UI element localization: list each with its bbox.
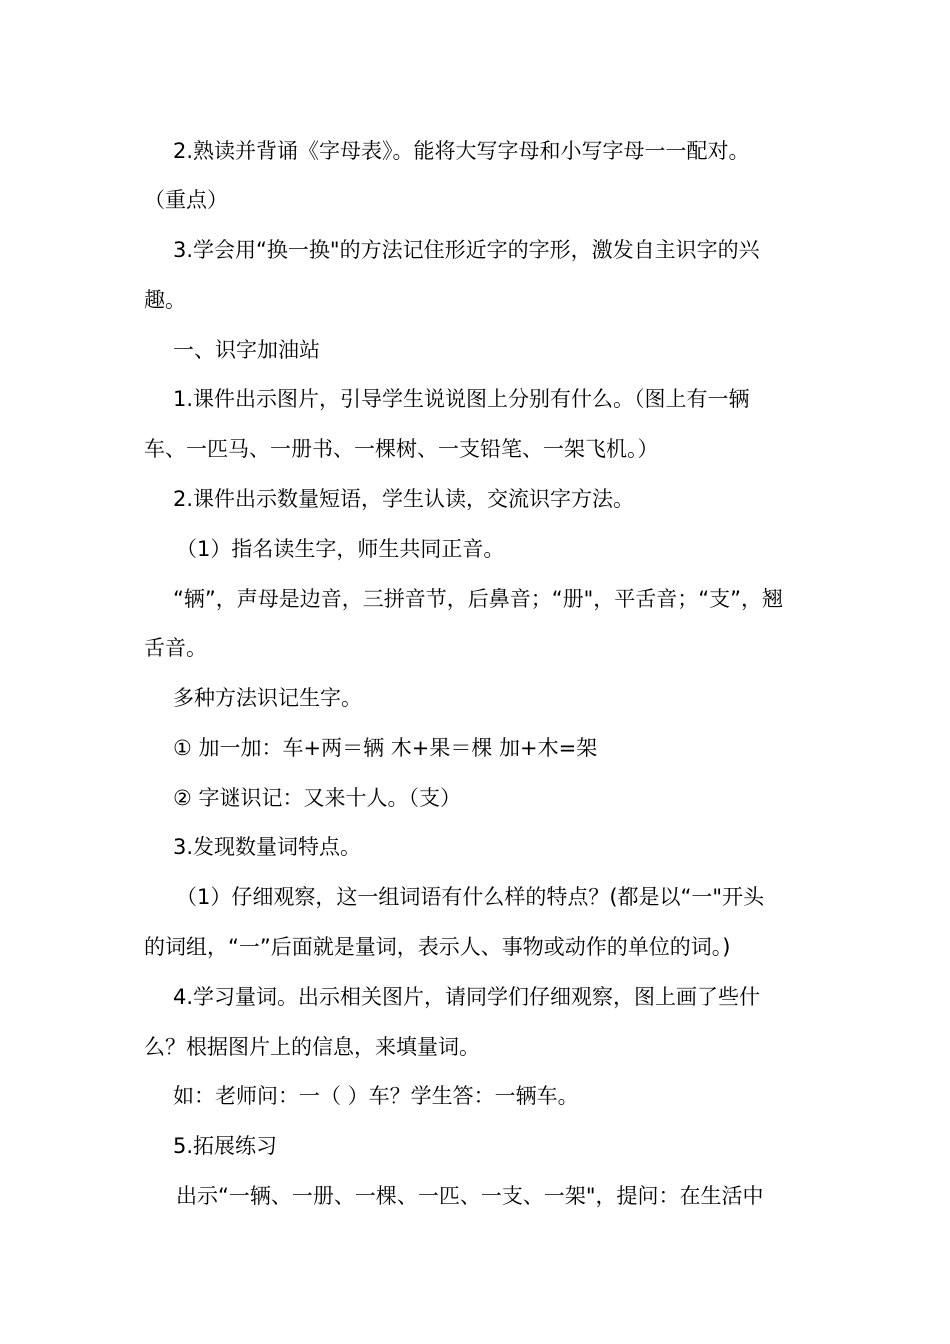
step-4-cont: 么？根据图片上的信息，来填量词。 bbox=[144, 1035, 480, 1059]
method-add: ① 加一加：车+两＝辆 木+果＝棵 加+木=架 bbox=[173, 736, 598, 760]
step-5-body: 出示“一辆、一册、一棵、一匹、一支、一架"，提问：在生活中 bbox=[176, 1184, 764, 1208]
step-2: 2.课件出示数量短语，学生认读，交流识字方法。 bbox=[173, 487, 635, 511]
methods-intro: 多种方法识记生字。 bbox=[173, 686, 362, 710]
step-1: 1.课件出示图片，引导学生说说图上分别有什么。（图上有一辆 bbox=[173, 387, 750, 411]
step-3: 3.发现数量词特点。 bbox=[173, 835, 362, 859]
objective-2-note: （重点） bbox=[144, 188, 228, 212]
objective-3-cont: 趣。 bbox=[144, 288, 186, 312]
step-1-cont: 车、一匹马、一册书、一棵树、一支铅笔、一架飞机。） bbox=[144, 437, 659, 461]
objective-3: 3.学会用“换一换"的方法记住形近字的字形，激发自主识字的兴 bbox=[173, 238, 760, 262]
step-5: 5.拓展练习 bbox=[173, 1134, 278, 1158]
section-heading: 一、识字加油站 bbox=[173, 338, 320, 362]
step-3-sub-1: （1）仔细观察，这一组词语有什么样的特点？(都是以“一"开头 bbox=[176, 885, 765, 909]
method-riddle: ② 字谜识记：又来十人。（支） bbox=[173, 786, 462, 810]
step-2-sub-1: （1）指名读生字，师生共同正音。 bbox=[176, 537, 505, 561]
pronunciation-note: “辆”，声母是边音，三拼音节，后鼻音；“册"，平舌音；“支”，翘 bbox=[173, 587, 784, 611]
objective-2: 2.熟读并背诵《字母表》。能将大写字母和小写字母一一配对。 bbox=[173, 139, 750, 163]
step-4: 4.学习量词。出示相关图片，请同学们仔细观察，图上画了些什 bbox=[173, 985, 761, 1009]
pronunciation-note-cont: 舌音。 bbox=[144, 636, 207, 660]
step-4-example: 如：老师问：一（ ）车？学生答：一辆车。 bbox=[173, 1084, 579, 1108]
step-3-sub-1-cont: 的词组，“一”后面就是量词，表示人、事物或动作的单位的词。) bbox=[144, 935, 731, 959]
